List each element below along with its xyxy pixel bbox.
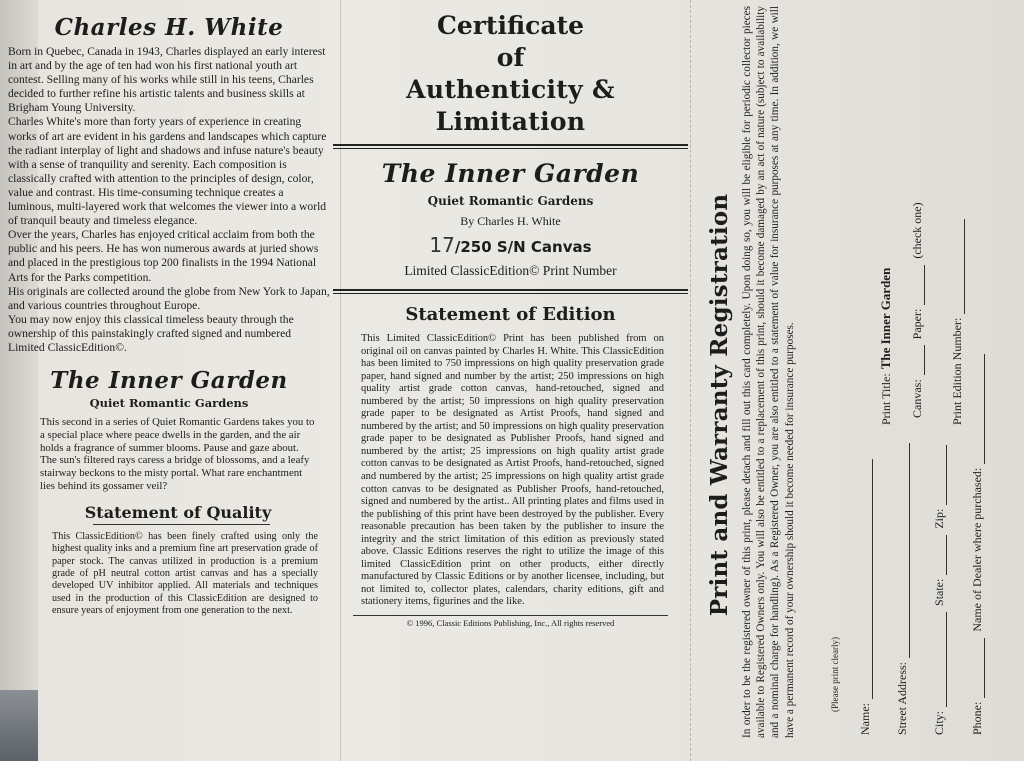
- city-label: City:: [932, 710, 946, 735]
- garden-description: This second in a series of Quiet Romantic Gardens takes you to a special place where peace dwells in the garden, and the air holds a fragrance of summer blooms. Pause and gaze about. The sun's filtered rays caress a bridge of blossoms, and a leafy stairway beckons to the misty portal. What rare enchantment lies behind its gossamer veil?: [40, 416, 315, 493]
- statement-title: Statement of Edition: [405, 304, 616, 325]
- print-artist: By Charles H. White: [460, 214, 561, 228]
- garden-title: The Inner Garden: [50, 367, 288, 395]
- name-label: Name:: [858, 703, 872, 735]
- heading-rule: [333, 144, 688, 149]
- print-title-field: [878, 268, 894, 425]
- copyright: © 1996, Classic Editions Publishing, Inc., All rights reserved: [406, 618, 615, 629]
- street-label: Street Address:: [895, 662, 909, 735]
- city-state-zip-field[interactable]: [932, 439, 947, 735]
- cert-heading-line1: Certificate: [436, 11, 585, 40]
- registration-title-block: [706, 80, 733, 730]
- quality-rule: [93, 524, 270, 525]
- phone-line[interactable]: [972, 638, 985, 698]
- street-field[interactable]: [895, 437, 910, 735]
- canvas-paper-field[interactable]: [910, 202, 925, 418]
- statement-text: This Limited ClassicEdition© Print has been published from on original oil on canvas painted by Charles H. White. This ClassicEdition has been limited to 750 impressions on high quality preservation grade paper, hand signed and number by the artist; 250 impressions on high quality artist grade cotton canvas, hand-retouched, signed and numbered by the artist; 50 impressions on high quality preservation grade paper to be designated as Artist Proofs, hand signed and numbered by the artist; and 50 impressions on high quality preservation grade paper to be designated as Publisher Proofs, hand signed and numbered by the artist; 25 impressions on high quality artist grade cotton canvas to be designated as Artist Proofs, hand-retouched, signed and numbered by the artist; 25 impressions on high quality artist grade cotton canvas to be designated as Publisher Proofs, hand-retouched, signed and numbered by the artist.. All printing plates and films used in the publishing of this print have been destroyed by the publisher. Every reasonable precaution has been taken by the publisher to insure the integrity and the strict limitation of this edition as previously stated above. Classic Editions reserves the right to utilize the image of this limited ClassicEdition print on other products, either directly manufactured by Classic Editions or by another licensee, including, but not limited to, collector plates, calendars, charity editions, gift and stationery items, figurines and the like.: [361, 333, 664, 608]
- phone-dealer-field[interactable]: [970, 348, 985, 735]
- print-title-label: Print Title:: [879, 373, 893, 425]
- check-one: (check one): [910, 202, 924, 259]
- quality-text: This ClassicEdition© has been finely crafted using only the highest quality inks and a premium fine art preservation grade of paper stock. The canvas utilized in production is a premium grade of pH neutral cotton artist canvas and has a specially developed UV inhibitor applied. All materials and techniques used in the production of this ClassicEdition are designed to ensure years of enjoyment from one generation to the next.: [52, 530, 318, 617]
- garden-subtitle: Quiet Romantic Gardens: [89, 396, 249, 411]
- canvas-line[interactable]: [912, 345, 925, 375]
- edition-number-label: Print Edition Number:: [950, 317, 964, 425]
- bio-paragraph: Charles White's more than forty years of experience in creating works of art are evident in his gardens and landscapes which capture the radiant interplay of light and shadows and infuse nature's beauty with a sense of tranquility and serenity. Each composition is classically crafted with attention to the principles of design, color, value and contrast. His time-consuming technique creates a luminous, multi-layered work that welcomes the viewer into a world of tranquil beauty and timeless elegance.: [8, 115, 327, 228]
- dealer-line[interactable]: [972, 354, 985, 464]
- handwritten-number: 17: [429, 233, 455, 257]
- edition-number-field[interactable]: [950, 213, 965, 425]
- print-clearly-note: [830, 592, 840, 712]
- bio-paragraph: Born in Quebec, Canada in 1943, Charles displayed an early interest in art and by the age of ten had won his first national youth art contest. Selling many of his works while still in his teens, Charles decided to further refine his artistic talents and business skills at Brigham Young University.: [8, 45, 326, 115]
- print-subtitle: Quiet Romantic Gardens: [427, 194, 594, 208]
- registration-title: Print and Warranty Registration: [706, 193, 733, 617]
- artist-panel: [8, 10, 330, 618]
- street-line[interactable]: [897, 443, 910, 658]
- statement-rule: [333, 289, 688, 294]
- phone-label: Phone:: [970, 701, 984, 735]
- state-label: State:: [932, 578, 946, 606]
- edition-number-line[interactable]: [952, 219, 965, 314]
- city-line[interactable]: [934, 612, 947, 707]
- zip-label: Zip:: [932, 508, 946, 529]
- bio-paragraph: His originals are collected around the globe from New York to Japan, and various countries throughout Europe.: [8, 284, 330, 312]
- certificate-panel: [333, 10, 688, 628]
- state-line[interactable]: [934, 535, 947, 575]
- quality-title: Statement of Quality: [84, 502, 272, 522]
- cert-heading-line2: of: [496, 43, 525, 72]
- limited-line: Limited ClassicEdition© Print Number: [404, 263, 617, 278]
- dealer-label: Name of Dealer where purchased:: [970, 467, 984, 632]
- bio-paragraph: Over the years, Charles has enjoyed critical acclaim from both the public and his peers. He has won numerous awards at juried shows and placed in the prestigious top 200 finalists in the 1994 National Arts for the Parks competition.: [8, 228, 319, 284]
- artist-title: Charles H. White: [54, 14, 284, 41]
- zip-line[interactable]: [934, 445, 947, 505]
- print-clearly: (Please print clearly): [830, 637, 840, 712]
- registration-body: [740, 6, 797, 738]
- registration-text: In order to be the registered owner of this print, please detach and fill out this card completely. Upon doing so, you will be eligible for periodic collector pieces available to Registered Owners only. You will also be entitled to a replacement of this print, should it become damaged by an act of nature (subject to availability and a nominal charge for handling). As a Registered Owner, you are also entitled to a statement of value for insurance purposes at any time. In addition, we will have a permanent record of your ownership should it become needed for insurance purposes.: [741, 6, 796, 738]
- paper-label: Paper:: [910, 308, 924, 340]
- bio-paragraph: You may now enjoy this classical timeless beauty through the ownership of this painstakingly crafted signed and numbered Limited ClassicEdition©.: [8, 312, 294, 354]
- paper-line[interactable]: [912, 265, 925, 305]
- canvas-label: Canvas:: [910, 379, 924, 418]
- name-field[interactable]: [858, 453, 873, 735]
- cert-heading-line3: Authenticity & Limitation: [406, 75, 615, 136]
- copyright-rule: [353, 615, 668, 616]
- name-line[interactable]: [860, 459, 873, 699]
- print-title: The Inner Garden: [381, 159, 640, 188]
- print-title-value: The Inner Garden: [878, 267, 893, 370]
- artist-bio: [8, 45, 330, 355]
- edition-size: /250 S/N Canvas: [454, 238, 592, 256]
- edition-number-line: [333, 233, 688, 257]
- bottom-left-background: [0, 690, 38, 761]
- perforation-line: [690, 0, 691, 761]
